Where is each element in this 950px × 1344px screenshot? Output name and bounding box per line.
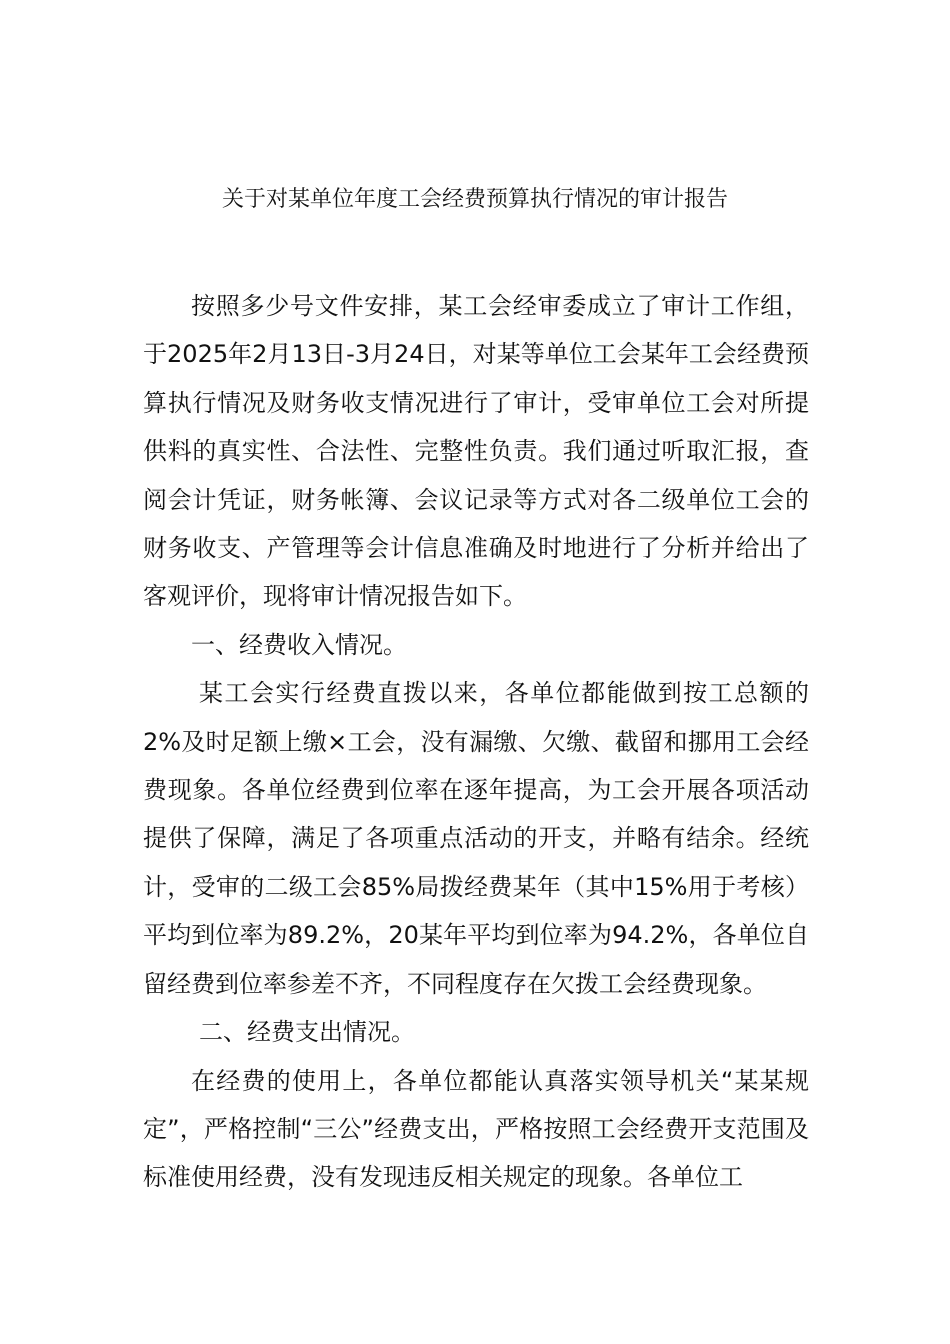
section-1-paragraph: 某工会实行经费直拨以来，各单位都能做到按工总额的2%及时足额上缴×工会，没有漏缴、欠缴、截留和挪用工会经费现象。各单位经费到位率在逐年提高，为工会开展各项活动提供了保障，满足了各项重点活动的开支，并略有结余。经统计，受审的二级工会85%局拨经费某年（其中15%用于考核）平均到位率为89.2%，20某年平均到位率为94.2%，各单位自留经费到位率参差不齐，不同程度存在欠拨工会经费现象。 [143, 679, 809, 998]
document-body [143, 282, 809, 1202]
intro-paragraph: 按照多少号文件安排，某工会经审委成立了审计工作组，于2025年2月13日-3月24日，对某等单位工会某年工会经费预算执行情况及财务收支情况进行了审计，受审单位工会对所提供料的真实性、合法性、完整性负责。我们通过听取汇报，查阅会计凭证，财务帐簿、会议记录等方式对各二级单位工会的财务收支、产管理等会计信息准确及时地进行了分析并给出了客观评价，现将审计情况报告如下。 [143, 292, 809, 611]
document-title: 关于对某单位年度工会经费预算执行情况的审计报告 [221, 187, 728, 212]
section-1-heading: 一、经费收入情况。 [191, 630, 407, 659]
section-2-heading: 二、经费支出情况。 [199, 1018, 415, 1047]
section-2-paragraph: 在经费的使用上，各单位都能认真落实领导机关“某某规定”，严格控制“三公”经费支出，严格按照工会经费开支范围及标准使用经费，没有发现违反相关规定的现象。各单位工 [143, 1066, 809, 1192]
